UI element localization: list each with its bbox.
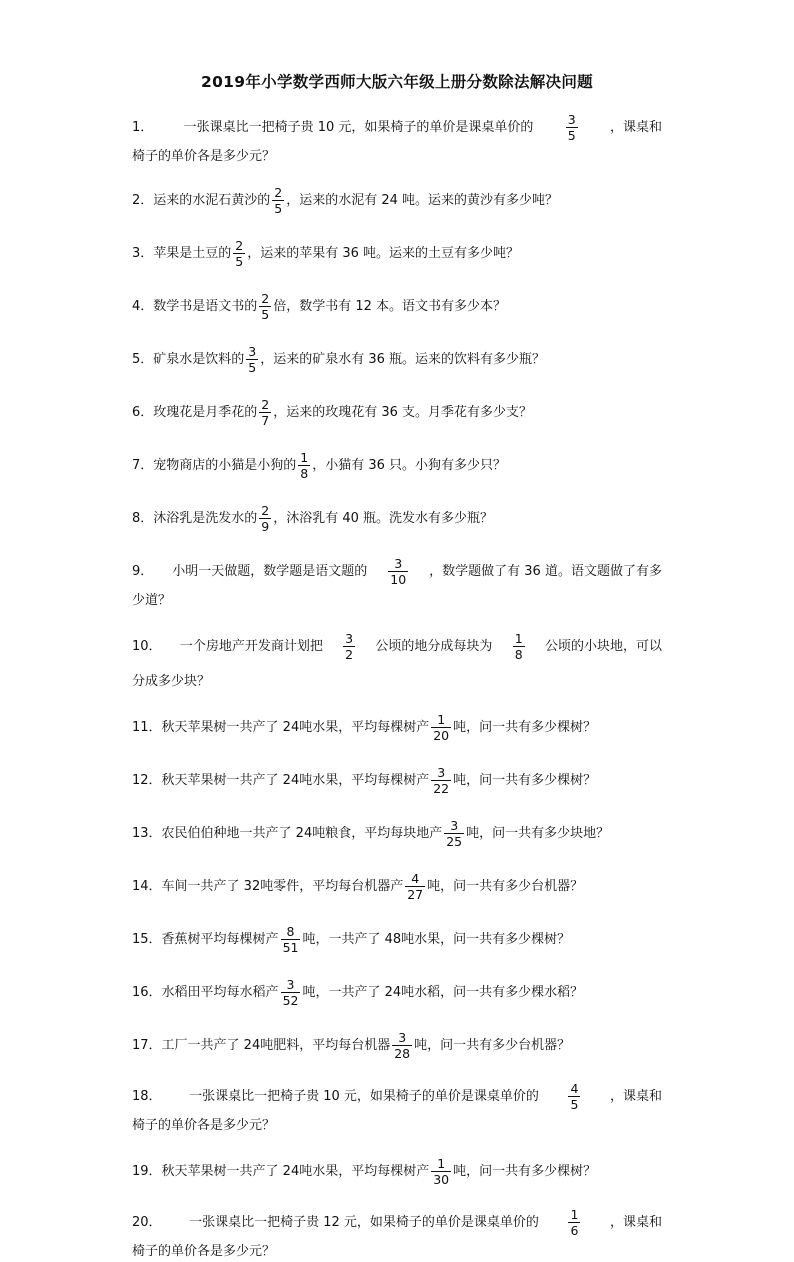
fraction-denominator: 5 [570, 1097, 579, 1112]
problem-text: 秋天苹果树一共产了 24吨水果，平均每棵树产 [161, 1163, 430, 1179]
fraction [566, 112, 578, 143]
problem-text: 公顷的地分成每块为 [375, 638, 493, 654]
fraction [298, 450, 310, 481]
fraction-denominator: 10 [390, 572, 407, 587]
problem-number: 13． [132, 825, 162, 841]
problem-text: 吨，问一共有多少台机器？ [414, 1037, 571, 1053]
problem-text: 沐浴乳是洗发水的 [153, 510, 258, 526]
fraction-denominator: 30 [433, 1172, 450, 1187]
fraction [392, 1030, 412, 1061]
problem-number: 12． [132, 772, 162, 788]
fraction-denominator: 6 [570, 1223, 579, 1238]
fraction-denominator: 5 [274, 201, 283, 216]
fraction-numerator: 4 [570, 1081, 579, 1096]
problem-number: 16． [132, 984, 162, 1000]
fraction [431, 712, 451, 743]
problem-text: ，课桌和 [609, 1088, 662, 1104]
problem-line [132, 344, 662, 375]
problem-number: 9． [132, 563, 154, 579]
problem-text: ，运来的矿泉水有 36 瓶。运来的饮料有多少瓶？ [260, 351, 546, 367]
problem-text: 倍，数学书有 12 本。语文书有多少本？ [273, 298, 507, 314]
problem-text: 数学书是语文书的 [153, 298, 258, 314]
problem-number: 20． [132, 1214, 162, 1230]
problem-number: 15． [132, 931, 162, 947]
fraction [233, 238, 245, 269]
problem-line [132, 765, 662, 796]
fraction-denominator: 8 [300, 466, 309, 481]
problem-item [132, 631, 662, 692]
problem-text: 吨，问一共有多少块地？ [466, 825, 610, 841]
problem-text: 苹果是土豆的 [153, 245, 232, 261]
problem-text: 宠物商店的小猫是小狗的 [153, 457, 297, 473]
fraction [568, 1081, 580, 1112]
problem-text: ，运来的玫瑰花有 36 支。月季花有多少支？ [273, 404, 533, 420]
fraction-denominator: 7 [261, 413, 270, 428]
problem-line-2: 椅子的单价各是多少元？ [132, 149, 276, 164]
problem-text: 秋天苹果树一共产了 24吨水果，平均每棵树产 [161, 719, 430, 735]
fraction [513, 631, 525, 662]
problem-item [132, 450, 662, 481]
problem-number: 3． [132, 245, 154, 261]
fraction-numerator: 3 [286, 977, 295, 992]
problem-list [132, 112, 662, 1262]
page-title: 2019年小学数学西师大版六年级上册分数除法解决问题 [201, 73, 593, 91]
fraction [272, 185, 284, 216]
problem-text: 香蕉树平均每棵树产 [161, 931, 279, 947]
fraction-denominator: 5 [235, 254, 244, 269]
fraction-numerator: 2 [261, 503, 270, 518]
fraction-numerator: 1 [514, 631, 523, 646]
problem-text: ，数学题做了有 36 道。语文题做了有多 [429, 563, 662, 579]
problem-text: ，课桌和 [609, 1214, 662, 1230]
problem-item [132, 344, 662, 375]
problem-number: 5． [132, 351, 154, 367]
problem-text: 吨，一共产了 24吨水稻，问一共有多少棵水稻？ [302, 984, 584, 1000]
fraction-numerator: 3 [345, 631, 354, 646]
problem-number: 11． [132, 719, 162, 735]
problem-text: 吨，问一共有多少棵树？ [453, 719, 597, 735]
problem-text: 玫瑰花是月季花的 [153, 404, 258, 420]
problem-line [132, 1081, 662, 1112]
problem-text: 一个房地产开发商计划把 [179, 638, 323, 654]
problem-line [132, 503, 662, 534]
problem-number: 8． [132, 510, 154, 526]
problem-text: 吨，问一共有多少棵树？ [453, 772, 597, 788]
problem-line [132, 238, 662, 269]
fraction-numerator: 2 [235, 238, 244, 253]
fraction [259, 503, 271, 534]
fraction-numerator: 8 [286, 924, 295, 939]
fraction [388, 556, 408, 587]
fraction-numerator: 4 [411, 871, 420, 886]
fraction [568, 1207, 580, 1238]
problem-number: 7． [132, 457, 154, 473]
fraction-denominator: 2 [345, 647, 354, 662]
fraction [431, 1156, 451, 1187]
fraction-denominator: 25 [446, 834, 463, 849]
problem-text: 车间一共产了 32吨零件，平均每台机器产 [161, 878, 404, 894]
fraction-denominator: 5 [248, 360, 257, 375]
problem-text: 水稻田平均每水稻产 [161, 984, 279, 1000]
problem-line [132, 1030, 662, 1061]
problem-item [132, 871, 662, 902]
problem-text: 公顷的小块地，可以 [544, 638, 662, 654]
problem-item [132, 977, 662, 1008]
problem-item [132, 924, 662, 955]
problem-text: 运来的水泥石黄沙的 [153, 192, 271, 208]
problem-item [132, 1207, 662, 1262]
problem-line [132, 397, 662, 428]
fraction-denominator: 5 [261, 307, 270, 322]
problem-number: 14． [132, 878, 162, 894]
problem-number: 6． [132, 404, 154, 420]
fraction-denominator: 27 [407, 887, 424, 902]
fraction [246, 344, 258, 375]
problem-number: 2． [132, 192, 154, 208]
problem-item [132, 291, 662, 322]
problem-line [132, 291, 662, 322]
problem-number: 18． [132, 1088, 162, 1104]
fraction-numerator: 3 [450, 818, 459, 833]
problem-item [132, 712, 662, 743]
fraction-denominator: 8 [514, 647, 523, 662]
problem-text: 一张课桌比一把椅子贵 12 元，如果椅子的单价是课桌单价的 [189, 1214, 539, 1230]
fraction-denominator: 22 [433, 781, 450, 796]
problem-number: 4． [132, 298, 154, 314]
problem-item [132, 1030, 662, 1061]
problem-line [132, 450, 662, 481]
fraction-denominator: 28 [394, 1046, 411, 1061]
fraction-denominator: 52 [282, 993, 299, 1008]
problem-line [132, 712, 662, 743]
problem-text: ，沐浴乳有 40 瓶。洗发水有多少瓶？ [273, 510, 494, 526]
fraction-numerator: 3 [394, 556, 403, 571]
problem-line [132, 818, 662, 849]
problem-line-2: 分成多少块？ [132, 674, 211, 689]
problem-line [132, 185, 662, 216]
fraction [444, 818, 464, 849]
problem-item [132, 818, 662, 849]
problem-line [132, 977, 662, 1008]
problem-number: 17． [132, 1037, 162, 1053]
fraction [259, 291, 271, 322]
problem-text: 矿泉水是饮料的 [153, 351, 245, 367]
fraction-numerator: 1 [437, 1156, 446, 1171]
problem-text: ，运来的苹果有 36 吨。运来的土豆有多少吨？ [247, 245, 520, 261]
problem-text: ，课桌和 [609, 119, 662, 135]
fraction [343, 631, 355, 662]
fraction [431, 765, 451, 796]
problem-item [132, 1081, 662, 1136]
fraction-denominator: 20 [433, 728, 450, 743]
problem-text: 工厂一共产了 24吨肥料，平均每台机器 [161, 1037, 391, 1053]
problem-line [132, 871, 662, 902]
problem-item [132, 185, 662, 216]
problem-line [132, 556, 662, 587]
problem-text: 吨，问一共有多少台机器？ [427, 878, 584, 894]
fraction-denominator: 9 [261, 519, 270, 534]
fraction [405, 871, 425, 902]
problem-line [132, 631, 662, 662]
problem-line-2: 椅子的单价各是多少元？ [132, 1244, 276, 1259]
problem-text: 一张课桌比一把椅子贵 10 元，如果椅子的单价是课桌单价的 [189, 1088, 539, 1104]
problem-line [132, 1207, 662, 1238]
problem-item [132, 1156, 662, 1187]
fraction [281, 924, 301, 955]
fraction-numerator: 2 [261, 291, 270, 306]
problem-text: 一张课桌比一把椅子贵 10 元，如果椅子的单价是课桌单价的 [183, 119, 534, 135]
problem-text: 农民伯伯种地一共产了 24吨粮食，平均每块地产 [161, 825, 443, 841]
problem-text: 秋天苹果树一共产了 24吨水果，平均每棵树产 [161, 772, 430, 788]
fraction-numerator: 3 [248, 344, 257, 359]
problem-line-2: 少道？ [132, 593, 172, 608]
fraction-numerator: 1 [300, 450, 309, 465]
fraction-numerator: 3 [567, 112, 576, 127]
problem-item [132, 238, 662, 269]
fraction [281, 977, 301, 1008]
problem-item [132, 765, 662, 796]
problem-text: 吨，一共产了 48吨水果，问一共有多少棵树？ [302, 931, 571, 947]
fraction-numerator: 1 [437, 712, 446, 727]
problem-item [132, 112, 662, 167]
problem-line [132, 924, 662, 955]
problem-item [132, 397, 662, 428]
fraction [259, 397, 271, 428]
problem-text: ，小猫有 36 只。小狗有多少只？ [312, 457, 507, 473]
fraction-denominator: 5 [567, 128, 576, 143]
fraction-numerator: 2 [274, 185, 283, 200]
fraction-numerator: 1 [570, 1207, 579, 1222]
problem-item [132, 556, 662, 611]
problem-line-2: 椅子的单价各是多少元？ [132, 1118, 276, 1133]
fraction-denominator: 51 [282, 940, 299, 955]
problem-text: ，运来的水泥有 24 吨。运来的黄沙有多少吨？ [286, 192, 559, 208]
problem-number: 1． [132, 119, 154, 135]
problem-number: 19． [132, 1163, 162, 1179]
fraction-numerator: 3 [437, 765, 446, 780]
problem-item [132, 503, 662, 534]
problem-line [132, 1156, 662, 1187]
problem-line [132, 112, 662, 143]
problem-text: 吨，问一共有多少棵树？ [453, 1163, 597, 1179]
fraction-numerator: 3 [398, 1030, 407, 1045]
problem-number: 10． [132, 638, 162, 654]
fraction-numerator: 2 [261, 397, 270, 412]
problem-text: 小明一天做题，数学题是语文题的 [172, 563, 368, 579]
